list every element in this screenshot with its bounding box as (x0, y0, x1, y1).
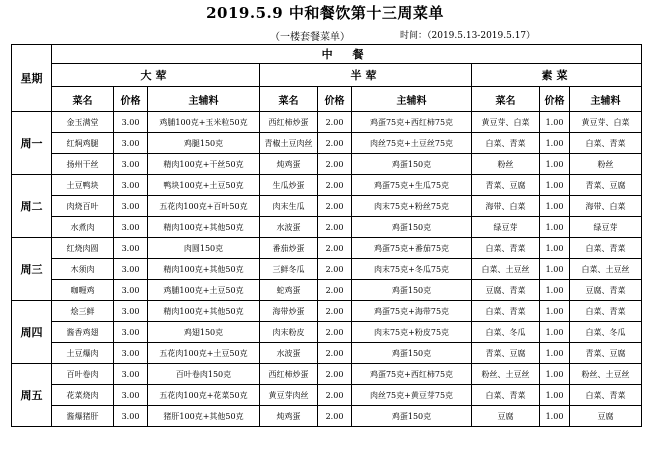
price-cell: 2.00 (318, 385, 352, 406)
category-banhun: 半荤 (260, 64, 472, 87)
dish-name-cell: 红焖鸡腿 (52, 133, 114, 154)
price-cell: 1.00 (540, 154, 570, 175)
price-cell: 2.00 (318, 322, 352, 343)
dish-name-cell: 扬州干丝 (52, 154, 114, 175)
ingredients-cell: 猪肝100克+其他50克 (148, 406, 260, 427)
ingredients-cell: 肉末75克+粉丝75克 (352, 196, 472, 217)
price-cell: 3.00 (114, 301, 148, 322)
col-dish: 菜名 (472, 87, 540, 112)
price-cell: 3.00 (114, 112, 148, 133)
price-cell: 2.00 (318, 175, 352, 196)
col-price: 价格 (540, 87, 570, 112)
dish-name-cell: 黄豆芽肉丝 (260, 385, 318, 406)
dish-name-cell: 金玉满堂 (52, 112, 114, 133)
ingredients-cell: 肉丝75克+土豆丝75克 (352, 133, 472, 154)
dish-name-cell: 白菜、青菜 (472, 133, 540, 154)
dish-name-cell: 炖鸡蛋 (260, 406, 318, 427)
ingredients-cell: 青菜、豆腐 (570, 343, 642, 364)
menu-table (11, 44, 642, 427)
price-cell: 3.00 (114, 259, 148, 280)
ingredients-cell: 精肉100克+干丝50克 (148, 154, 260, 175)
price-cell: 2.00 (318, 133, 352, 154)
dish-name-cell: 白菜、土豆丝 (472, 259, 540, 280)
ingredients-cell: 肉末75克+粉皮75克 (352, 322, 472, 343)
dish-name-cell: 海带炒蛋 (260, 301, 318, 322)
price-cell: 2.00 (318, 301, 352, 322)
price-cell: 2.00 (318, 217, 352, 238)
dish-name-cell: 土豆爆肉 (52, 343, 114, 364)
weekday-cell: 周三 (12, 238, 52, 301)
date-range: 时间：（2019.5.13-2019.5.17） (400, 31, 536, 41)
table-row (12, 301, 642, 322)
price-cell: 2.00 (318, 196, 352, 217)
dish-name-cell: 绿豆芽 (472, 217, 540, 238)
dish-name-cell: 三鲜冬瓜 (260, 259, 318, 280)
price-cell: 3.00 (114, 280, 148, 301)
ingredients-cell: 鸡蛋75克+海带75克 (352, 301, 472, 322)
dish-name-cell: 青菜、豆腐 (472, 175, 540, 196)
dish-name-cell: 酱香鸡翅 (52, 322, 114, 343)
dish-name-cell: 白菜、青菜 (472, 385, 540, 406)
ingredients-cell: 鸡蛋150克 (352, 343, 472, 364)
category-sucai: 素菜 (472, 64, 642, 87)
price-cell: 3.00 (114, 322, 148, 343)
dish-name-cell: 肉末生瓜 (260, 196, 318, 217)
ingredients-cell: 绿豆芽 (570, 217, 642, 238)
table-row (12, 280, 642, 301)
col-ingredients: 主辅料 (148, 87, 260, 112)
table-row (12, 154, 642, 175)
dish-name-cell: 白菜、冬瓜 (472, 322, 540, 343)
ingredients-cell: 鸡蛋75克+生瓜75克 (352, 175, 472, 196)
price-cell: 1.00 (540, 406, 570, 427)
table-row (12, 112, 642, 133)
ingredients-cell: 精肉100克+其他50克 (148, 217, 260, 238)
table-row (12, 238, 642, 259)
ingredients-cell: 海带、白菜 (570, 196, 642, 217)
dish-name-cell: 水煮肉 (52, 217, 114, 238)
price-cell: 1.00 (540, 175, 570, 196)
table-row (12, 217, 642, 238)
ingredients-cell: 五花肉100克+土豆50克 (148, 343, 260, 364)
ingredients-cell: 白菜、土豆丝 (570, 259, 642, 280)
price-cell: 3.00 (114, 154, 148, 175)
ingredients-cell: 精肉100克+其他50克 (148, 301, 260, 322)
ingredients-cell: 鸡蛋150克 (352, 217, 472, 238)
col-dish: 菜名 (52, 87, 114, 112)
price-cell: 3.00 (114, 175, 148, 196)
dish-name-cell: 生瓜炒蛋 (260, 175, 318, 196)
ingredients-cell: 白菜、冬瓜 (570, 322, 642, 343)
dish-name-cell: 白菜、青菜 (472, 301, 540, 322)
col-dish: 菜名 (260, 87, 318, 112)
table-row (12, 196, 642, 217)
weekday-cell: 周二 (12, 175, 52, 238)
dish-name-cell: 粉丝 (472, 154, 540, 175)
price-cell: 3.00 (114, 406, 148, 427)
weekday-cell: 周五 (12, 364, 52, 427)
col-ingredients: 主辅料 (570, 87, 642, 112)
ingredients-cell: 青菜、豆腐 (570, 175, 642, 196)
page-title: 2019.5.9 中和餐饮第十三周菜单 (206, 4, 444, 22)
price-cell: 1.00 (540, 238, 570, 259)
dish-name-cell: 炖鸡蛋 (260, 154, 318, 175)
dish-name-cell: 番茄炒蛋 (260, 238, 318, 259)
dish-name-cell: 蛇鸡蛋 (260, 280, 318, 301)
price-cell: 2.00 (318, 364, 352, 385)
ingredients-cell: 鸡蛋75克+西红柿75克 (352, 364, 472, 385)
ingredients-cell: 鸡蛋75克+番茄75克 (352, 238, 472, 259)
price-cell: 2.00 (318, 406, 352, 427)
ingredients-cell: 粉丝 (570, 154, 642, 175)
category-dahun: 大荤 (52, 64, 260, 87)
table-row (12, 343, 642, 364)
dish-name-cell: 黄豆芽、白菜 (472, 112, 540, 133)
ingredients-cell: 白菜、青菜 (570, 238, 642, 259)
price-cell: 2.00 (318, 280, 352, 301)
dish-name-cell: 花菜烧肉 (52, 385, 114, 406)
price-cell: 1.00 (540, 364, 570, 385)
dish-name-cell: 肉烧百叶 (52, 196, 114, 217)
ingredients-cell: 白菜、青菜 (570, 301, 642, 322)
dish-name-cell: 西红柿炒蛋 (260, 364, 318, 385)
dish-name-cell: 粉丝、土豆丝 (472, 364, 540, 385)
table-row (12, 259, 642, 280)
col-price: 价格 (318, 87, 352, 112)
ingredients-cell: 粉丝、土豆丝 (570, 364, 642, 385)
price-cell: 3.00 (114, 343, 148, 364)
dish-name-cell: 豆腐、青菜 (472, 280, 540, 301)
ingredients-cell: 白菜、青菜 (570, 133, 642, 154)
ingredients-cell: 黄豆芽、白菜 (570, 112, 642, 133)
price-cell: 2.00 (318, 259, 352, 280)
price-cell: 3.00 (114, 196, 148, 217)
dish-name-cell: 青椒土豆肉丝 (260, 133, 318, 154)
ingredients-cell: 豆腐 (570, 406, 642, 427)
table-row (12, 133, 642, 154)
price-cell: 3.00 (114, 133, 148, 154)
price-cell: 1.00 (540, 343, 570, 364)
ingredients-cell: 豆腐、青菜 (570, 280, 642, 301)
ingredients-cell: 鸡翅150克 (148, 322, 260, 343)
dish-name-cell: 海带、白菜 (472, 196, 540, 217)
ingredients-cell: 鸡蛋150克 (352, 154, 472, 175)
dish-name-cell: 红烧肉圆 (52, 238, 114, 259)
ingredients-cell: 鸡脯100克+土豆50克 (148, 280, 260, 301)
table-row (12, 175, 642, 196)
ingredients-cell: 鸡脯100克+玉米粒50克 (148, 112, 260, 133)
price-cell: 3.00 (114, 364, 148, 385)
price-cell: 1.00 (540, 196, 570, 217)
dish-name-cell: 豆腐 (472, 406, 540, 427)
dish-name-cell: 酱爆猪肝 (52, 406, 114, 427)
dish-name-cell: 烩三鲜 (52, 301, 114, 322)
ingredients-cell: 鸡蛋150克 (352, 280, 472, 301)
dish-name-cell: 肉末粉皮 (260, 322, 318, 343)
weekday-header: 星期 (12, 45, 52, 112)
table-row (12, 385, 642, 406)
dish-name-cell: 木须肉 (52, 259, 114, 280)
price-cell: 1.00 (540, 385, 570, 406)
price-cell: 3.00 (114, 217, 148, 238)
dish-name-cell: 水波蛋 (260, 343, 318, 364)
ingredients-cell: 精肉100克+其他50克 (148, 259, 260, 280)
weekday-cell: 周四 (12, 301, 52, 364)
ingredients-cell: 百叶卷肉150克 (148, 364, 260, 385)
table-row (12, 364, 642, 385)
dish-name-cell: 咖喱鸡 (52, 280, 114, 301)
ingredients-cell: 鸭块100克+土豆50克 (148, 175, 260, 196)
dish-name-cell: 土豆鸭块 (52, 175, 114, 196)
ingredients-cell: 五花肉100克+百叶50克 (148, 196, 260, 217)
ingredients-cell: 五花肉100克+花菜50克 (148, 385, 260, 406)
price-cell: 1.00 (540, 280, 570, 301)
weekday-cell: 周一 (12, 112, 52, 175)
ingredients-cell: 鸡蛋75克+西红柿75克 (352, 112, 472, 133)
ingredients-cell: 肉末75克+冬瓜75克 (352, 259, 472, 280)
price-cell: 2.00 (318, 343, 352, 364)
price-cell: 1.00 (540, 112, 570, 133)
dish-name-cell: 青菜、豆腐 (472, 343, 540, 364)
dish-name-cell: 水波蛋 (260, 217, 318, 238)
ingredients-cell: 鸡蛋150克 (352, 406, 472, 427)
ingredients-cell: 白菜、青菜 (570, 385, 642, 406)
lunch-header: 中 餐 (52, 45, 642, 64)
price-cell: 1.00 (540, 133, 570, 154)
ingredients-cell: 肉圆150克 (148, 238, 260, 259)
table-row (12, 322, 642, 343)
ingredients-cell: 鸡腿150克 (148, 133, 260, 154)
price-cell: 1.00 (540, 322, 570, 343)
page-subtitle: （一楼套餐菜单） (270, 32, 350, 43)
table-row (12, 406, 642, 427)
price-cell: 1.00 (540, 259, 570, 280)
price-cell: 1.00 (540, 217, 570, 238)
dish-name-cell: 白菜、青菜 (472, 238, 540, 259)
col-ingredients: 主辅料 (352, 87, 472, 112)
price-cell: 1.00 (540, 301, 570, 322)
col-price: 价格 (114, 87, 148, 112)
dish-name-cell: 西红柿炒蛋 (260, 112, 318, 133)
price-cell: 2.00 (318, 238, 352, 259)
price-cell: 2.00 (318, 154, 352, 175)
price-cell: 3.00 (114, 385, 148, 406)
ingredients-cell: 肉丝75克+黄豆芽75克 (352, 385, 472, 406)
dish-name-cell: 百叶卷肉 (52, 364, 114, 385)
price-cell: 3.00 (114, 238, 148, 259)
price-cell: 2.00 (318, 112, 352, 133)
